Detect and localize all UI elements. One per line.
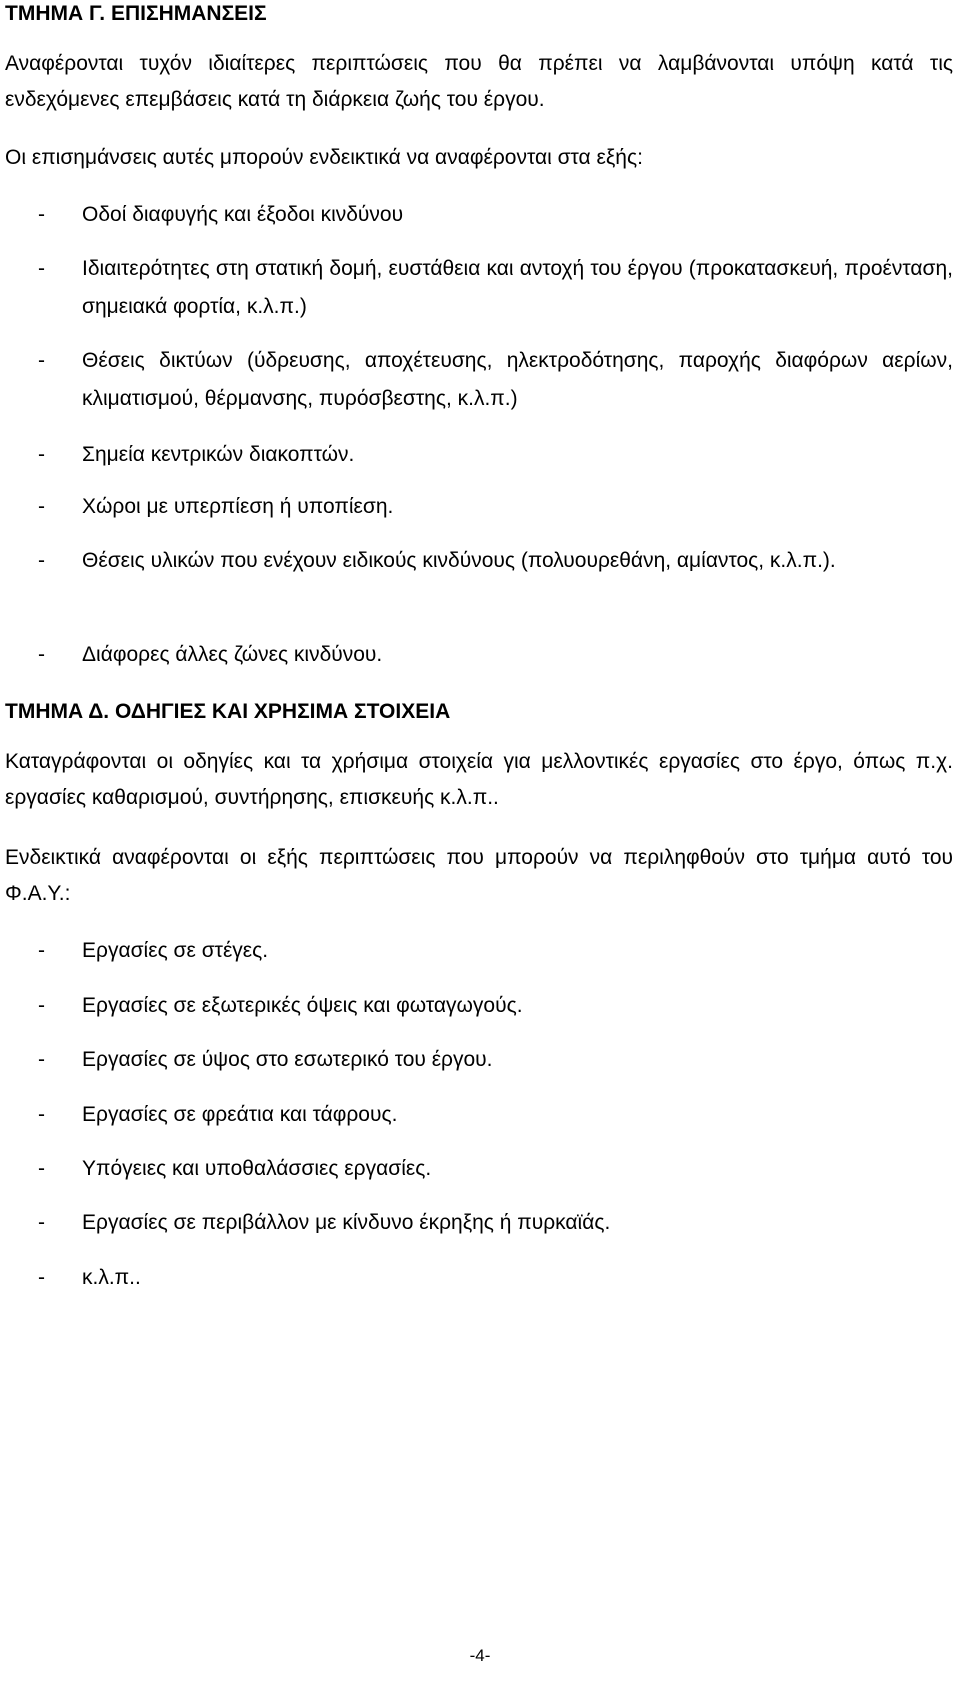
list-item-text: Θέσεις υλικών που ενέχουν ειδικούς κινδύνους (πολυουρεθάνη, αμίαντος, κ.λ.π.). [82, 549, 836, 572]
list-item-text: Εργασίες σε ύψος στο εσωτερικό του έργου. [82, 1048, 493, 1071]
list-item-text: Εργασίες σε φρεάτια και τάφρους. [82, 1103, 398, 1126]
list-dash: - [38, 643, 45, 666]
list-dash: - [38, 939, 45, 962]
list-dash: - [38, 349, 45, 372]
list-item-text: Εργασίες σε εξωτερικές όψεις και φωταγωγούς. [82, 994, 523, 1017]
list-item [0, 196, 953, 234]
list-item-text: κ.λ.π.. [82, 1266, 141, 1289]
list-item-text: Ιδιαιτερότητες στη στατική δομή, ευστάθεια και αντοχή του έργου (προκατασκευή, προένταση, σημειακά φορτία, κ.λ.π.) [82, 257, 953, 318]
list-item [0, 250, 953, 326]
list-dash: - [38, 203, 45, 226]
list-dash: - [38, 257, 45, 280]
section-d-heading: ΤΜΗΜΑ Δ. ΟΔΗΓΙΕΣ ΚΑΙ ΧΡΗΣΙΜΑ ΣΤΟΙΧΕΙΑ [5, 700, 451, 723]
list-item-text: Εργασίες σε στέγες. [82, 939, 269, 962]
list-item-text: Διάφορες άλλες ζώνες κινδύνου. [82, 643, 383, 666]
list-item [0, 1204, 953, 1242]
list-item-text: Υπόγειες και υποθαλάσσιες εργασίες. [82, 1157, 432, 1180]
list-item [0, 488, 953, 526]
list-item-text: Χώροι με υπερπίεση ή υποπίεση. [82, 495, 394, 518]
list-item [0, 436, 953, 474]
list-dash: - [38, 1266, 45, 1289]
list-item [0, 987, 953, 1025]
list-item [0, 1150, 953, 1188]
page-number: -4- [469, 1646, 491, 1665]
list-dash: - [38, 443, 45, 466]
list-dash: - [38, 1103, 45, 1126]
list-dash: - [38, 1157, 45, 1180]
list-dash: - [38, 1211, 45, 1234]
list-item-text: Οδοί διαφυγής και έξοδοι κινδύνου [82, 203, 404, 226]
list-item [0, 542, 953, 580]
list-item [0, 342, 953, 418]
list-item [0, 1041, 953, 1079]
section-d-intro: Καταγράφονται οι οδηγίες και τα χρήσιμα στοιχεία για μελλοντικές εργασίες στο έργο, όπως π.χ. εργασίες καθαρισμού, συντήρησης, επισκευής κ.λ.π.. [5, 750, 953, 809]
section-c-heading: ΤΜΗΜΑ Γ. ΕΠΙΣΗΜΑΝΣΕΙΣ [5, 2, 267, 25]
list-item-text: Εργασίες σε περιβάλλον με κίνδυνο έκρηξης ή πυρκαϊάς. [82, 1211, 611, 1234]
list-dash: - [38, 549, 45, 572]
list-item-text: Σημεία κεντρικών διακοπτών. [82, 443, 355, 466]
list-item [0, 1259, 953, 1297]
list-item-text: Θέσεις δικτύων (ύδρευσης, αποχέτευσης, ηλεκτροδότησης, παροχής διαφόρων αερίων, κλιματισμού, θέρμανσης, πυρόσβεστης, κ.λ.π.) [82, 349, 953, 410]
list-item [0, 636, 953, 674]
list-item [0, 932, 953, 970]
list-item [0, 1096, 953, 1134]
list-dash: - [38, 1048, 45, 1071]
list-dash: - [38, 994, 45, 1017]
section-c-intro: Αναφέρονται τυχόν ιδιαίτερες περιπτώσεις που θα πρέπει να λαμβάνονται υπόψη κατά τις ενδεχόμενες επεμβάσεις κατά τη διάρκεια ζωής του έργου. [5, 52, 953, 111]
section-c-lead: Οι επισημάνσεις αυτές μπορούν ενδεικτικά να αναφέρονται στα εξής: [5, 146, 643, 169]
section-d-lead: Ενδεικτικά αναφέρονται οι εξής περιπτώσεις που μπορούν να περιληφθούν στο τμήμα αυτό του Φ.Α.Υ.: [5, 846, 953, 905]
list-dash: - [38, 495, 45, 518]
